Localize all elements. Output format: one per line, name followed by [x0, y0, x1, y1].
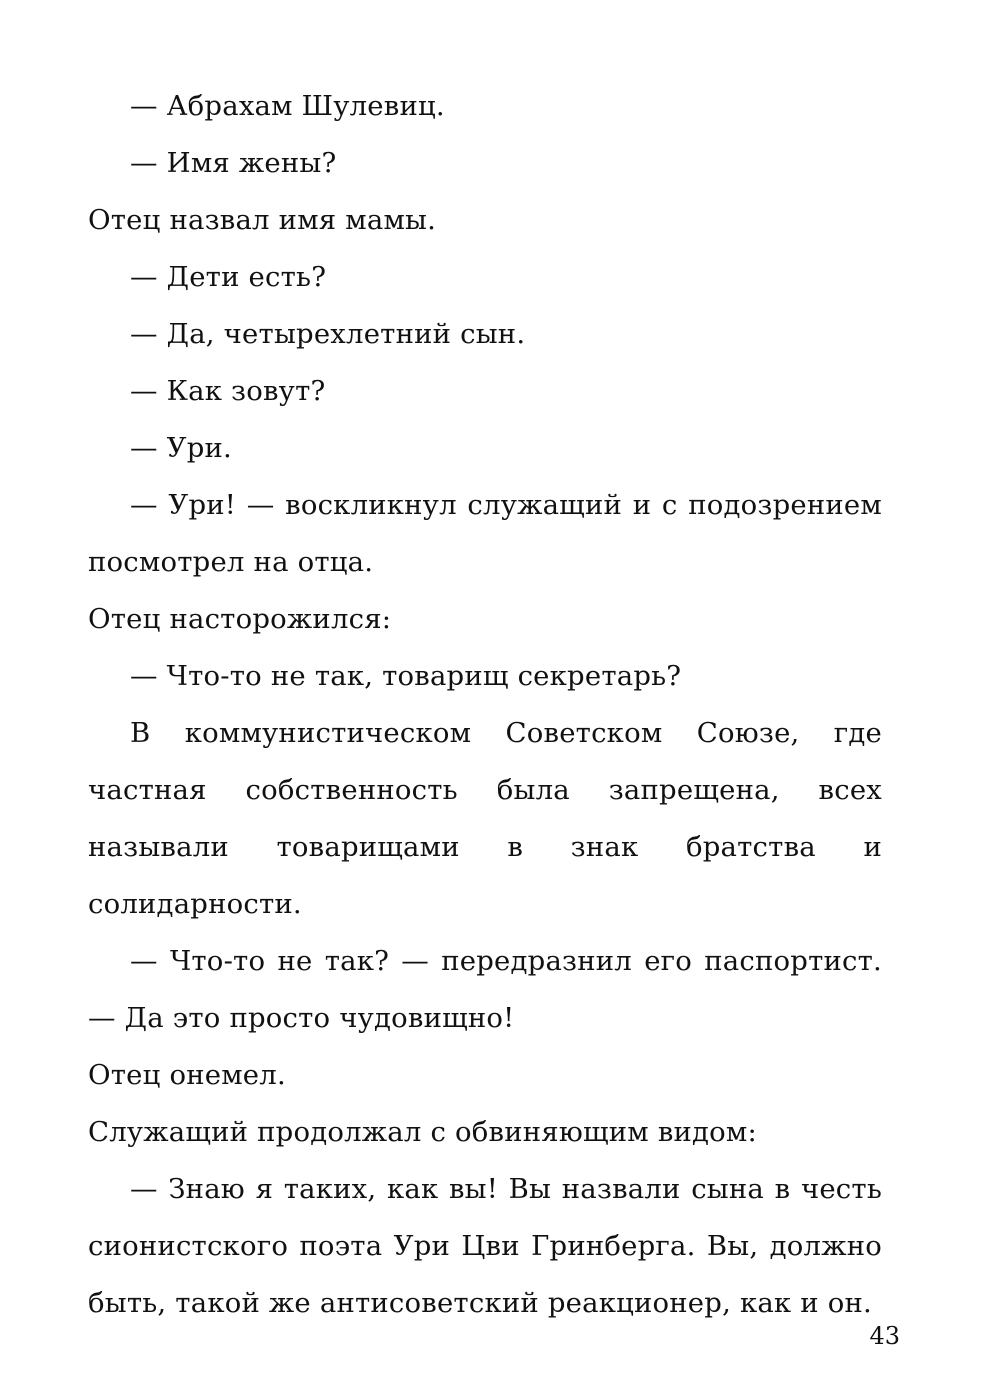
paragraph: — Дети есть?: [130, 261, 327, 293]
paragraph: — Абрахам Шулевиц.: [130, 90, 445, 122]
paragraph: — Ури! — воскликнул служащий и с подозрением посмотрел на отца.: [88, 489, 882, 578]
paragraph: Отец назвал имя мамы.: [88, 204, 437, 236]
paragraph: — Ури.: [130, 432, 232, 464]
paragraph: — Да, четырехлетний сын.: [130, 318, 526, 350]
page-body-text: [88, 78, 882, 1332]
paragraph: — Что-то не так? — передразнил его паспортист. — Да это просто чудовищно!: [88, 945, 882, 1034]
page-number: 43: [869, 1322, 900, 1350]
paragraph: — Знаю я таких, как вы! Вы назвали сына в честь сионистского поэта Ури Цви Гринберга. Вы, должно быть, такой же антисоветский реакционер, как и он.: [88, 1173, 882, 1319]
paragraph: — Что-то не так, товарищ секретарь?: [130, 660, 682, 692]
paragraph: В коммунистическом Советском Союзе, где частная собственность была запрещена, всех называли товарищами в знак братства и солидарности.: [88, 717, 882, 920]
paragraph: Служащий продолжал с обвиняющим видом:: [88, 1116, 757, 1148]
paragraph: — Имя жены?: [130, 147, 337, 179]
paragraph: Отец онемел.: [88, 1059, 286, 1091]
paragraph: — Как зовут?: [130, 375, 326, 407]
paragraph: Отец насторожился:: [88, 603, 392, 635]
